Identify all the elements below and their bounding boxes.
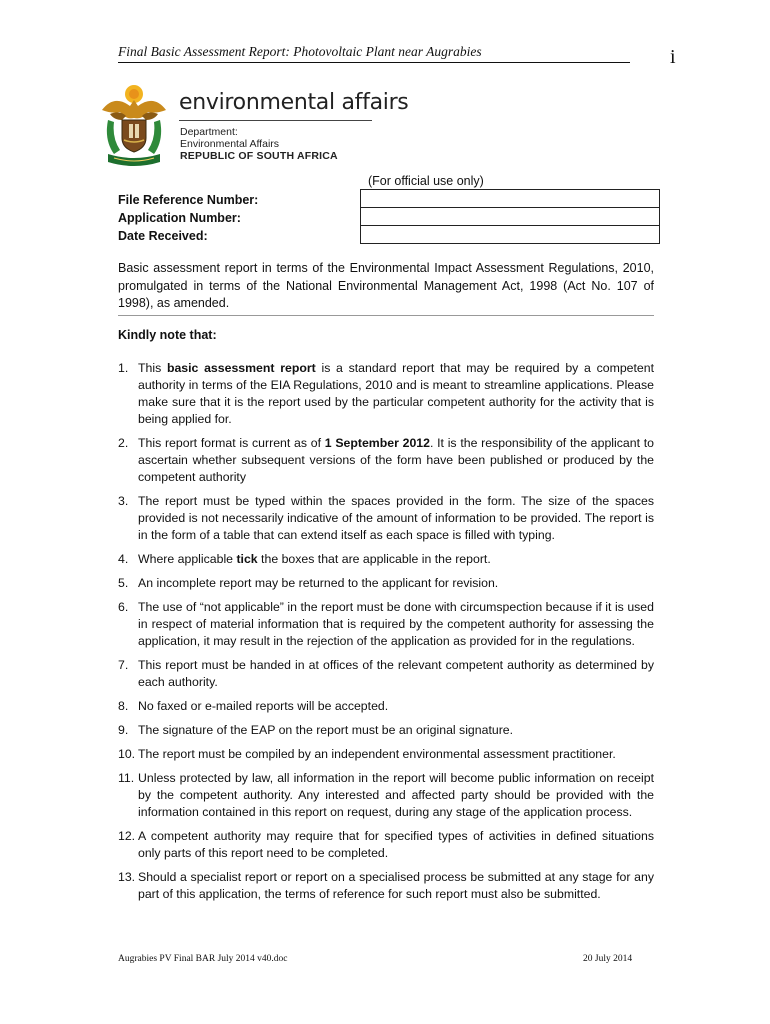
logo-department-text xyxy=(180,126,338,162)
footer-filename: Augrabies PV Final BAR July 2014 v40.doc xyxy=(118,954,288,964)
note-text: The use of “not applicable” in the report must be done with circumspection because if it is used in respect of material information that is required by the competent authority for assessing the application, it may result in the rejection of the application as provided for in the regulations. xyxy=(138,600,654,648)
note-number: 5. xyxy=(118,576,129,590)
note-number: 10. xyxy=(118,747,136,761)
note-number: 11. xyxy=(118,771,135,785)
note-number: 13. xyxy=(118,870,136,884)
note-text: No faxed or e-mailed reports will be accepted. xyxy=(138,699,389,713)
note-item xyxy=(118,828,654,862)
file-reference-label: File Reference Number: xyxy=(118,193,259,207)
logo-brand-name: environmental affairs xyxy=(179,90,409,115)
kindly-note-heading: Kindly note that: xyxy=(118,328,217,342)
department-logo xyxy=(100,80,409,172)
footer-date: 20 July 2014 xyxy=(583,954,633,964)
date-received-label: Date Received: xyxy=(118,229,208,243)
note-emphasis: basic assessment report xyxy=(166,361,316,375)
note-text: Where applicable xyxy=(138,552,237,566)
note-item xyxy=(118,869,654,903)
note-item xyxy=(118,493,654,544)
note-item xyxy=(118,770,654,821)
official-use-box xyxy=(360,189,660,244)
application-number-label: Application Number: xyxy=(118,211,241,225)
note-item xyxy=(118,746,654,763)
note-number: 6. xyxy=(118,600,129,614)
note-number: 4. xyxy=(118,552,129,566)
note-item xyxy=(118,575,654,592)
notes-list xyxy=(118,360,654,910)
intro-paragraph: Basic assessment report in terms of the Environmental Impact Assessment Regulations, 2010, promulgated in terms of the National Environmental Management Act, 1998 (Act No. 107 of 1998), as amended. xyxy=(118,260,654,316)
page-number: i xyxy=(670,46,676,68)
application-number-field[interactable] xyxy=(361,208,659,226)
note-text: Unless protected by law, all information in the report will become public information on receipt by the competent authority. Any interested and affected party should be provided with the information contained in this report on request, during any stage of the application process. xyxy=(138,771,654,819)
note-item xyxy=(118,698,654,715)
file-reference-field[interactable] xyxy=(361,190,659,208)
note-number: 9. xyxy=(118,723,129,737)
logo-divider xyxy=(179,120,372,121)
note-text: The report must be typed within the spaces provided in the form. The size of the spaces provided is not necessarily indicative of the amount of information to be provided. The report is in the form of a table that can extend itself as each space is filled with typing. xyxy=(138,494,654,542)
date-received-field[interactable] xyxy=(361,226,659,243)
official-use-label: (For official use only) xyxy=(368,174,484,188)
page-header-title: Final Basic Assessment Report: Photovoltaic Plant near Augrabies xyxy=(118,44,630,63)
note-text: An incomplete report may be returned to the applicant for revision. xyxy=(138,576,499,590)
note-number: 1. xyxy=(118,361,129,375)
note-emphasis: 1 September 2012 xyxy=(324,436,430,450)
note-text: This report must be handed in at offices of the relevant competent authority as determined by each authority. xyxy=(138,658,654,689)
note-item xyxy=(118,435,654,486)
note-number: 12. xyxy=(118,829,136,843)
reference-labels xyxy=(118,191,258,245)
note-text: The report must be compiled by an independent environmental assessment practitioner. xyxy=(138,747,616,761)
note-text-continued: the boxes that are applicable in the report. xyxy=(257,552,491,566)
note-text: Should a specialist report or report on a specialised process be submitted at any stage for any part of this application, the terms of reference for such report must also be submitted. xyxy=(138,870,654,901)
note-item xyxy=(118,657,654,691)
note-number: 8. xyxy=(118,699,129,713)
note-text-continued: is a standard report that may be required by a competent authority in terms of the EIA Regulations, 2010 and is meant to streamline applications. Please make sure that it is the report used by the particular competent authority for the activity that is being applied for. xyxy=(138,361,655,426)
logo-dept-line3: REPUBLIC OF SOUTH AFRICA xyxy=(180,150,338,162)
note-text: This report format is current as of xyxy=(138,436,325,450)
note-item xyxy=(118,722,654,739)
note-number: 2. xyxy=(118,436,129,450)
note-item xyxy=(118,360,654,428)
note-number: 3. xyxy=(118,494,129,508)
note-number: 7. xyxy=(118,658,129,672)
note-text: The signature of the EAP on the report must be an original signature. xyxy=(138,723,514,737)
note-item xyxy=(118,599,654,650)
note-text: This xyxy=(138,361,167,375)
note-item xyxy=(118,551,654,568)
note-text-continued: . It is the responsibility of the applicant to ascertain whether subsequent versions of the form have been published or produced by the competent authority xyxy=(138,436,655,484)
logo-dept-line1: Department: xyxy=(180,126,238,138)
note-emphasis: tick xyxy=(236,552,258,566)
coat-of-arms-icon xyxy=(100,80,168,172)
note-text: A competent authority may require that for specified types of activities in defined situations only parts of this report need to be completed. xyxy=(138,829,654,860)
logo-dept-line2: Environmental Affairs xyxy=(180,138,280,150)
